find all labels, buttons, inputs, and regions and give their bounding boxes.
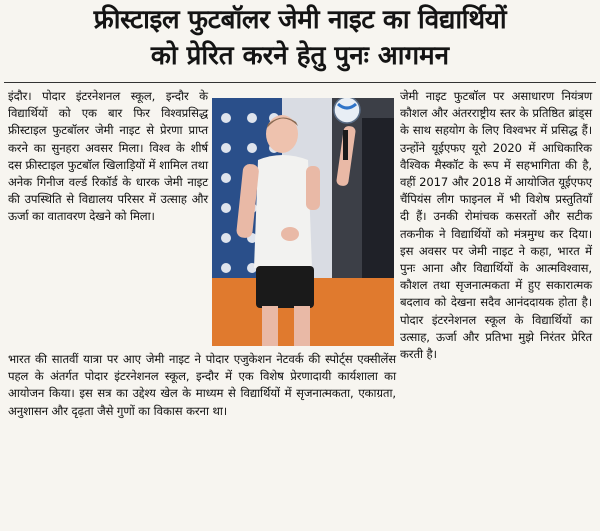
news-photo <box>212 98 394 346</box>
right-paragraph-1: जेमी नाइट फुटबॉल पर असाधारण नियंत्रण कौशल और अंतरराष्ट्रीय स्तर के प्रतिष्ठित ब्रांड्स के साथ सहयोग के लिए विश्वभर में प्रसिद्ध हैं। उन्होंने यूईएफए यूरो 2020 में आधिकारिक वैश्विक मैस्कॉट के रूप में सहभागिता की है, वहीं 2017 और 2018 में आयोजित यूईएफए चैंपियंस लीग फाइनल में भी विशेष प्रस्तुतियाँ दी हैं। उनकी रोमांचक कसरतों और सटीक तकनीक ने विद्यार्थियों को मंत्रमुग्ध कर दिया। इस अवसर पर जेमी नाइट ने कहा, भारत में पुनः आना और विद्यार्थियों के आत्मविश्वास, कौशल तथा सृजनात्मकता में हुए सकारात्मक बदलाव को देखना सदैव आनंददायक होता है। पोदार इंटरनेशनल स्कूल के विद्यार्थियों का उत्साह, ऊर्जा और प्रतिभा मुझे निरंतर प्रेरित करती है। <box>400 89 592 362</box>
left-paragraph-2: भारत की सातवीं यात्रा पर आए जेमी नाइट ने पोदार एजुकेशन नेटवर्क की स्पोर्ट्स एक्सीलेंस पहल के अंतर्गत पोदार इंटरनेशनल स्कूल, इन्दौर में एक विशेष प्रेरणादायी कार्यशाला का आयोजन किया। इस सत्र का उद्देश्य खेल के माध्यम से विद्यार्थियों में सृजनात्मकता, एकाग्रता, अनुशासन और दृढ़ता जैसे गुणों का विकास करना था। <box>8 352 396 418</box>
right-column <box>400 88 592 371</box>
headline-line-1: फ्रीस्टाइल फुटबॉलर जेमी नाइट का विद्यार्थियों <box>93 5 507 35</box>
headline-line-2: को प्रेरित करने हेतु पुनः आगमन <box>150 41 450 71</box>
headline <box>0 2 600 74</box>
left-column <box>8 88 208 234</box>
left-column-lower <box>8 351 396 428</box>
left-paragraph-1: इंदौर। पोदार इंटरनेशनल स्कूल, इन्दौर के विद्यार्थियों को एक बार फिर विश्वप्रसिद्ध फ्रीस्टाइल फुटबॉलर जेमी नाइट से प्रेरणा प्राप्त करने का सुनहरा अवसर मिला। विश्व के शीर्ष दस फ्रीस्टाइल फुटबॉल खिलाड़ियों में शामिल तथा अनेक गिनीज वर्ल्ड रिकॉर्ड के धारक जेमी नाइट की उपस्थिति से विद्यालय परिसर में उत्साह और ऊर्जा का वातावरण देखने को मिला। <box>8 89 208 224</box>
photo-illustration <box>212 98 394 346</box>
headline-divider <box>4 82 596 83</box>
